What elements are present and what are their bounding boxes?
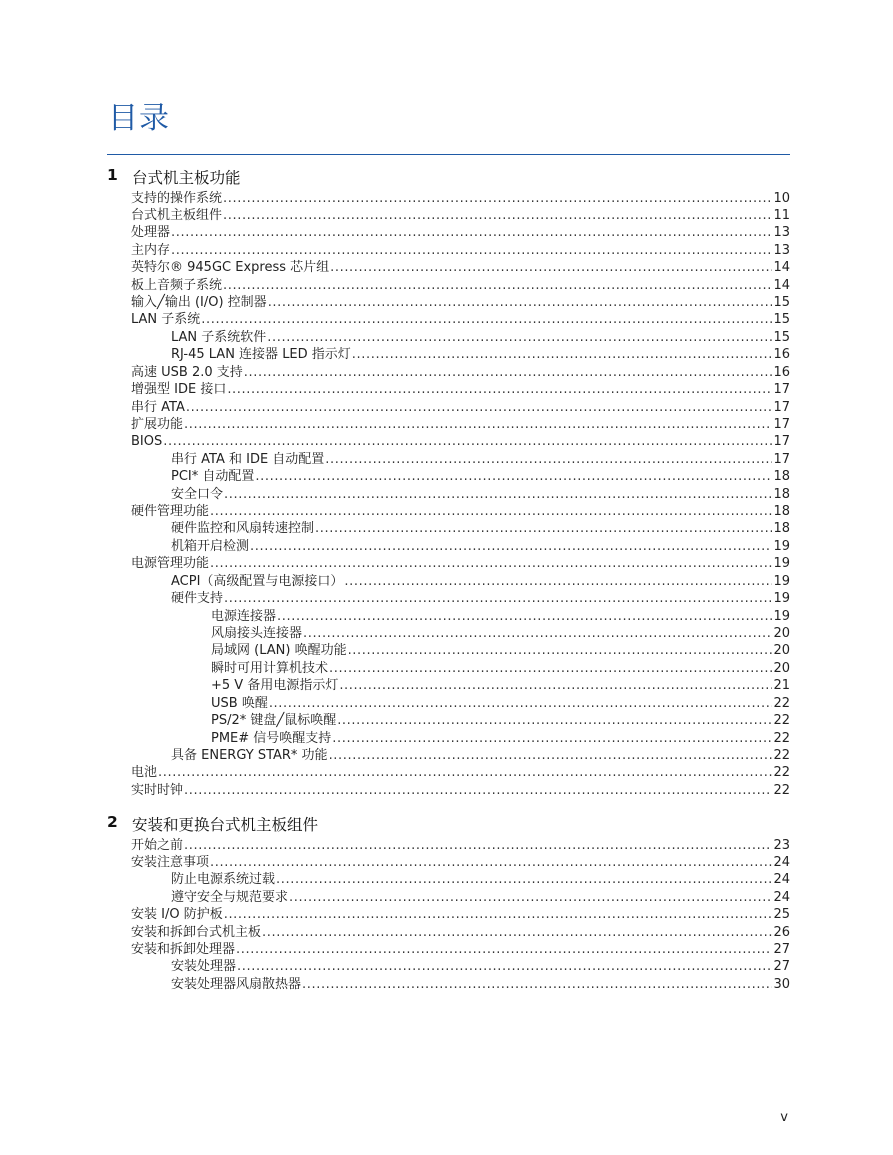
dot-leader bbox=[337, 712, 772, 729]
toc-entry-label: 电池 bbox=[131, 765, 158, 781]
toc-entry[interactable] bbox=[211, 695, 790, 712]
toc-entry[interactable] bbox=[171, 590, 790, 607]
toc-entry-label: LAN 子系统 bbox=[131, 312, 201, 328]
toc-entry-page: 23 bbox=[773, 837, 790, 853]
dot-leader bbox=[244, 364, 773, 381]
toc-entry[interactable] bbox=[131, 381, 790, 398]
toc-entry-page: 19 bbox=[773, 538, 790, 554]
toc-entry-page: 20 bbox=[773, 643, 790, 659]
toc-entry[interactable] bbox=[131, 906, 790, 923]
toc-entry[interactable] bbox=[211, 712, 790, 729]
toc-entry-page: 17 bbox=[773, 416, 790, 432]
toc-entry-page: 22 bbox=[773, 765, 790, 781]
toc-entry[interactable] bbox=[171, 329, 790, 346]
toc-entry-page: 27 bbox=[773, 959, 790, 975]
toc-entry[interactable] bbox=[131, 555, 790, 572]
dot-leader bbox=[184, 837, 772, 854]
toc-entry-label: 安装处理器风扇散热器 bbox=[171, 976, 302, 992]
dot-leader bbox=[224, 906, 773, 923]
toc-entry-label: 风扇接头连接器 bbox=[211, 626, 303, 641]
dot-leader bbox=[210, 555, 772, 572]
dot-leader bbox=[223, 207, 772, 224]
toc-entry[interactable] bbox=[171, 468, 790, 485]
toc-entry-label: 输入╱输出 (I/O) 控制器 bbox=[131, 295, 267, 311]
toc-entry-page: 25 bbox=[773, 907, 790, 923]
toc-entry-page: 22 bbox=[773, 747, 790, 763]
dot-leader bbox=[289, 889, 772, 906]
chapter-heading-1[interactable] bbox=[107, 166, 790, 188]
toc-entry-label: USB 唤醒 bbox=[211, 695, 268, 711]
toc-entry-page: 19 bbox=[773, 608, 790, 624]
toc-entry-page: 17 bbox=[773, 382, 790, 398]
dot-leader bbox=[329, 747, 773, 764]
toc-entry-label: 英特尔® 945GC Express 芯片组 bbox=[131, 260, 330, 276]
dot-leader bbox=[268, 294, 773, 311]
toc-entry-page: 11 bbox=[773, 207, 790, 223]
toc-entry[interactable] bbox=[211, 730, 790, 747]
toc-entry-label: 电源连接器 bbox=[211, 608, 277, 624]
toc-entry-page: 10 bbox=[773, 190, 790, 206]
toc-entry[interactable] bbox=[131, 782, 790, 799]
toc-entry-label: ACPI（高级配置与电源接口） bbox=[171, 573, 344, 589]
page-number: v bbox=[780, 1110, 788, 1125]
toc-entry-page: 22 bbox=[773, 730, 790, 746]
toc-entry-label: 机箱开启检测 bbox=[171, 538, 250, 554]
dot-leader bbox=[302, 976, 772, 993]
toc-entry-page: 22 bbox=[773, 713, 790, 729]
toc-entry[interactable] bbox=[131, 224, 790, 241]
dot-leader bbox=[224, 590, 772, 607]
toc-entry[interactable] bbox=[131, 364, 790, 381]
dot-leader bbox=[224, 486, 772, 503]
chapter-title: 安装和更换台式机主板组件 bbox=[132, 816, 319, 834]
toc-entry-label: 安装和拆卸处理器 bbox=[131, 942, 236, 958]
title-divider bbox=[107, 154, 790, 155]
toc-entry-label: 硬件管理功能 bbox=[131, 504, 210, 520]
chapter-heading-2[interactable] bbox=[107, 813, 790, 835]
toc-entry-page: 18 bbox=[773, 469, 790, 485]
toc-entry-label: LAN 子系统软件 bbox=[171, 329, 267, 345]
toc-entry[interactable] bbox=[171, 958, 790, 975]
toc-entry-label: 板上音频子系统 bbox=[131, 277, 223, 293]
dot-leader bbox=[184, 782, 772, 799]
toc-entry[interactable] bbox=[211, 625, 790, 642]
toc-entry-label: 防止电源系统过载 bbox=[171, 872, 276, 888]
toc-entry[interactable] bbox=[131, 190, 790, 207]
toc-entry[interactable] bbox=[211, 677, 790, 694]
toc-entry[interactable] bbox=[171, 573, 790, 590]
toc-entry-page: 15 bbox=[773, 295, 790, 311]
toc-entry-label: RJ-45 LAN 连接器 LED 指示灯 bbox=[171, 347, 351, 363]
dot-leader bbox=[171, 224, 772, 241]
toc-entry[interactable] bbox=[131, 503, 790, 520]
dot-leader bbox=[303, 625, 772, 642]
toc-entry-label: 局域网 (LAN) 唤醒功能 bbox=[211, 643, 347, 659]
toc-entry[interactable] bbox=[171, 976, 790, 993]
toc-entry-page: 24 bbox=[773, 854, 790, 870]
toc-entry-label: +5 V 备用电源指示灯 bbox=[211, 678, 339, 694]
dot-leader bbox=[223, 190, 772, 207]
toc-entry-label: PS/2* 键盘╱鼠标唤醒 bbox=[211, 713, 337, 729]
toc-entry[interactable] bbox=[131, 854, 790, 871]
toc-entry[interactable] bbox=[131, 416, 790, 433]
toc-entry-label: 安装 I/O 防护板 bbox=[131, 907, 223, 923]
toc-entry-label: 具备 ENERGY STAR* 功能 bbox=[171, 747, 328, 763]
dot-leader bbox=[201, 311, 772, 328]
toc-entry-label: PCI* 自动配置 bbox=[171, 469, 255, 485]
dot-leader bbox=[315, 520, 772, 537]
toc-entry[interactable] bbox=[171, 486, 790, 503]
dot-leader bbox=[269, 695, 773, 712]
dot-leader bbox=[344, 573, 772, 590]
toc-entry-label: 增强型 IDE 接口 bbox=[131, 382, 227, 398]
toc-entry-page: 27 bbox=[773, 942, 790, 958]
dot-leader bbox=[186, 399, 773, 416]
toc-entry-page: 13 bbox=[773, 242, 790, 258]
toc-entry-page: 17 bbox=[773, 451, 790, 467]
toc-entry[interactable] bbox=[171, 520, 790, 537]
dot-leader bbox=[262, 924, 772, 941]
toc-entry-page: 15 bbox=[773, 312, 790, 328]
toc-entry[interactable] bbox=[131, 207, 790, 224]
chapter-number: 1 bbox=[107, 166, 118, 184]
toc-entry[interactable] bbox=[131, 259, 790, 276]
dot-leader bbox=[276, 871, 772, 888]
dot-leader bbox=[237, 958, 772, 975]
toc-entry[interactable] bbox=[131, 941, 790, 958]
toc-entry[interactable] bbox=[131, 433, 790, 450]
toc-entry-page: 18 bbox=[773, 486, 790, 502]
toc-entry-page: 18 bbox=[773, 521, 790, 537]
dot-leader bbox=[210, 503, 772, 520]
dot-leader bbox=[184, 416, 772, 433]
dot-leader bbox=[171, 242, 772, 259]
toc-entry-label: 处理器 bbox=[131, 225, 171, 241]
dot-leader bbox=[277, 608, 772, 625]
toc-entry-label: 硬件监控和风扇转速控制 bbox=[171, 521, 315, 537]
toc-entry-label: 台式机主板组件 bbox=[131, 207, 223, 223]
toc-entry[interactable] bbox=[131, 924, 790, 941]
dot-leader bbox=[158, 764, 772, 781]
toc-entry[interactable] bbox=[171, 346, 790, 363]
toc-entry-label: 安全口令 bbox=[171, 486, 224, 502]
toc-entry-label: 实时时钟 bbox=[131, 782, 184, 798]
chapter-number: 2 bbox=[107, 813, 118, 831]
toc-entry-page: 20 bbox=[773, 626, 790, 641]
toc-entry[interactable] bbox=[131, 837, 790, 854]
toc-entry-label: 安装和拆卸台式机主板 bbox=[131, 924, 262, 940]
dot-leader bbox=[267, 329, 772, 346]
toc-entry[interactable] bbox=[171, 451, 790, 468]
toc-entry[interactable] bbox=[131, 399, 790, 416]
toc-entry-page: 18 bbox=[773, 504, 790, 520]
toc-entry-label: 扩展功能 bbox=[131, 416, 184, 432]
toc-entry-label: 硬件支持 bbox=[171, 591, 224, 607]
toc-entry[interactable] bbox=[211, 660, 790, 677]
toc-entry-label: 电源管理功能 bbox=[131, 556, 210, 572]
toc-entry[interactable] bbox=[131, 311, 790, 328]
toc-entry-page: 19 bbox=[773, 556, 790, 572]
toc-entry[interactable] bbox=[211, 642, 790, 659]
toc-entry-page: 24 bbox=[773, 872, 790, 888]
toc-entry[interactable] bbox=[211, 608, 790, 625]
toc-entry-page: 16 bbox=[773, 364, 790, 380]
toc-entry-page: 14 bbox=[773, 260, 790, 276]
toc-entry-label: 遵守安全与规范要求 bbox=[171, 889, 289, 905]
toc-entry-page: 20 bbox=[773, 660, 790, 676]
toc-entry-page: 19 bbox=[773, 573, 790, 589]
toc-entry-label: 主内存 bbox=[131, 242, 171, 258]
toc-entry[interactable] bbox=[171, 871, 790, 888]
toc-entry-label: PME# 信号唤醒支持 bbox=[211, 730, 332, 746]
toc-entry-page: 21 bbox=[773, 678, 790, 694]
toc-entry-label: 开始之前 bbox=[131, 837, 184, 853]
dot-leader bbox=[325, 451, 772, 468]
dot-leader bbox=[210, 854, 772, 871]
toc-entry-label: 串行 ATA bbox=[131, 399, 185, 415]
toc-entry-page: 13 bbox=[773, 225, 790, 241]
dot-leader bbox=[329, 660, 772, 677]
toc-entry-page: 22 bbox=[773, 695, 790, 711]
toc-entry-page: 30 bbox=[773, 976, 790, 992]
toc-entry-page: 17 bbox=[773, 399, 790, 415]
toc-entry-page: 22 bbox=[773, 782, 790, 798]
toc-entry-label: 瞬时可用计算机技术 bbox=[211, 660, 329, 676]
page-title: 目录 bbox=[108, 101, 170, 136]
dot-leader bbox=[255, 468, 772, 485]
toc-entry-page: 26 bbox=[773, 924, 790, 940]
toc-entry[interactable] bbox=[131, 277, 790, 294]
dot-leader bbox=[339, 677, 772, 694]
dot-leader bbox=[352, 346, 773, 363]
dot-leader bbox=[236, 941, 772, 958]
dot-leader bbox=[227, 381, 772, 398]
toc-entry[interactable] bbox=[171, 747, 790, 764]
toc-entry-page: 17 bbox=[773, 434, 790, 450]
toc-entry-page: 19 bbox=[773, 591, 790, 607]
dot-leader bbox=[330, 259, 772, 276]
toc-entry-label: 支持的操作系统 bbox=[131, 190, 223, 206]
toc-entry-page: 16 bbox=[773, 347, 790, 363]
toc-entry[interactable] bbox=[131, 764, 790, 781]
dot-leader bbox=[332, 730, 772, 747]
toc-entry-page: 15 bbox=[773, 329, 790, 345]
toc-entry[interactable] bbox=[131, 294, 790, 311]
toc-entry-label: 高速 USB 2.0 支持 bbox=[131, 364, 243, 380]
toc-entry-label: BIOS bbox=[131, 434, 163, 450]
chapter-title: 台式机主板功能 bbox=[132, 169, 241, 187]
toc-entry-label: 串行 ATA 和 IDE 自动配置 bbox=[171, 451, 325, 467]
toc-entry[interactable] bbox=[171, 538, 790, 555]
dot-leader bbox=[348, 642, 773, 659]
dot-leader bbox=[163, 433, 772, 450]
toc-entry[interactable] bbox=[171, 889, 790, 906]
dot-leader bbox=[223, 277, 772, 294]
toc-entry-label: 安装注意事项 bbox=[131, 854, 210, 870]
dot-leader bbox=[250, 538, 772, 555]
toc-entry-page: 14 bbox=[773, 277, 790, 293]
toc-entry-label: 安装处理器 bbox=[171, 959, 237, 975]
toc-entry-page: 24 bbox=[773, 889, 790, 905]
toc-entry[interactable] bbox=[131, 242, 790, 259]
